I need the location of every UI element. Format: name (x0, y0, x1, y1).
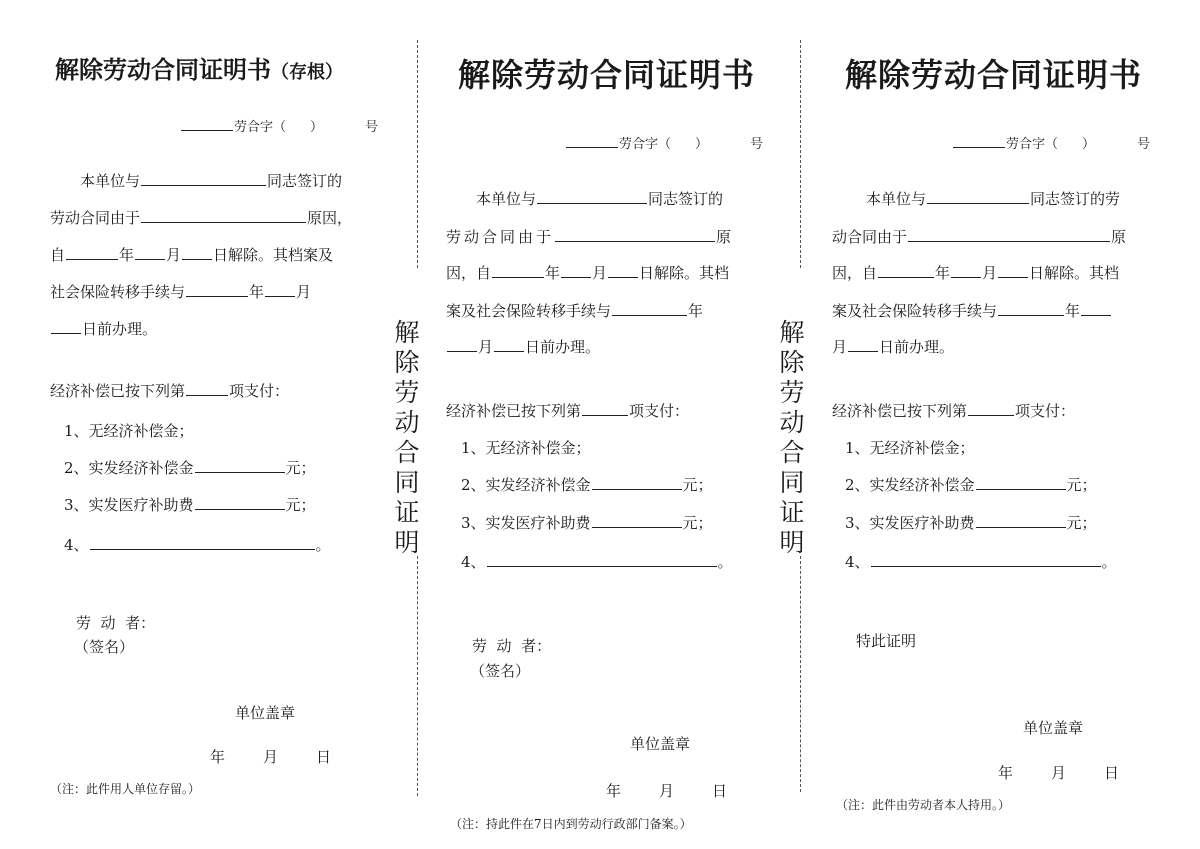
divider-label-char: 解 (394, 318, 420, 347)
reason-blank[interactable] (908, 226, 1110, 242)
middle-item-1: 1、无经济补偿金； (461, 439, 591, 457)
middle-item-3 (461, 512, 713, 533)
text: 月 (982, 264, 998, 282)
text: 3、实发医疗补助费 (64, 496, 194, 514)
stub-p4 (50, 281, 311, 302)
amount-blank[interactable] (976, 474, 1066, 490)
month-blank[interactable] (265, 281, 295, 297)
right-p5 (832, 336, 954, 357)
text: 3、实发医疗补助费 (461, 514, 591, 532)
stub-p3 (50, 244, 333, 265)
text: 。 (315, 536, 331, 554)
text: 因，自 (832, 264, 878, 282)
text: 项支付： (1015, 402, 1076, 420)
divider-label-char: 除 (779, 348, 805, 377)
divider-label-char: 合 (394, 438, 420, 467)
text: 月 (659, 782, 675, 800)
text: 4、 (64, 536, 89, 554)
name-blank[interactable] (537, 188, 647, 204)
middle-note: （注：持此件在7日内到劳动行政部门备案。） (450, 817, 692, 831)
right-item-2 (845, 474, 1097, 495)
text: 劳合字（ (619, 137, 672, 152)
text: 劳动合同由于 (446, 228, 555, 246)
right-seal: 单位盖章 (1023, 719, 1084, 737)
text: 案及社会保险转移手续与 (832, 302, 998, 320)
stub-p2 (50, 207, 352, 228)
item-blank[interactable] (582, 400, 628, 416)
ref-blank[interactable] (181, 117, 233, 131)
day-blank[interactable] (998, 262, 1028, 278)
text: 月 (478, 338, 494, 356)
text: 元； (682, 476, 713, 494)
text: 日前办理。 (82, 320, 158, 338)
name-blank[interactable] (927, 188, 1029, 204)
right-p4 (832, 300, 1112, 321)
right-p1 (866, 188, 1120, 209)
divider-label-char: 证 (779, 498, 805, 527)
name-blank[interactable] (141, 170, 266, 186)
month-blank[interactable] (561, 262, 591, 278)
text: 月 (166, 246, 182, 264)
divider-label-char: 证 (394, 498, 420, 527)
month-blank[interactable] (135, 244, 165, 260)
text: 2、实发经济补偿金 (845, 476, 975, 494)
year-blank[interactable] (66, 244, 118, 260)
middle-worker-label: 劳 动 者： (472, 637, 552, 655)
divider-label-char: 同 (779, 468, 805, 497)
text: 同志签订的劳 (1030, 190, 1121, 208)
text: 月 (1051, 764, 1067, 782)
reason-blank[interactable] (141, 207, 306, 223)
ref-number-blank[interactable] (1059, 135, 1081, 148)
middle-p5 (446, 336, 600, 357)
text: 日解除。其档案及 (213, 246, 334, 264)
day-blank[interactable] (494, 336, 524, 352)
amount-blank[interactable] (195, 457, 285, 473)
right-note: （注：此件由劳动者本人持用。） (836, 798, 1011, 812)
middle-date (606, 780, 727, 801)
middle-p3 (446, 262, 729, 283)
text: 日 (712, 782, 728, 800)
stub-title (55, 50, 343, 85)
amount-blank[interactable] (592, 512, 682, 528)
right-item-4 (845, 551, 1117, 572)
right-item-1: 1、无经济补偿金； (845, 439, 975, 457)
ref-blank[interactable] (566, 134, 618, 148)
text: 劳合字（ (1006, 137, 1059, 152)
text: 月 (296, 283, 312, 301)
middle-p4 (446, 300, 703, 321)
text: 原因， (307, 209, 353, 227)
text: 年 (606, 782, 622, 800)
text: 号 (750, 137, 764, 152)
ref-number-blank[interactable] (287, 118, 309, 131)
text: 年 (688, 302, 704, 320)
ref-word: 劳合字（ (234, 120, 287, 135)
text: 元； (285, 459, 316, 477)
day-blank[interactable] (848, 336, 878, 352)
month-blank[interactable] (1081, 300, 1111, 316)
text: 2、实发经济补偿金 (64, 459, 194, 477)
text: 月 (832, 338, 848, 356)
text: 同志签订的 (267, 172, 343, 190)
divider-label-char: 同 (394, 468, 420, 497)
day-blank[interactable] (51, 318, 81, 334)
middle-compensation (446, 400, 689, 421)
text: 同志签订的 (648, 190, 724, 208)
right-date (998, 762, 1119, 783)
text: 2、实发经济补偿金 (461, 476, 591, 494)
text: 年 (545, 264, 561, 282)
text: 元； (285, 496, 316, 514)
divider-label-char: 劳 (394, 378, 420, 407)
text: ） (1082, 137, 1096, 152)
text: 本单位与 (866, 190, 927, 208)
text: 。 (717, 553, 733, 571)
text: 经济补偿已按下列第 (832, 402, 968, 420)
text: 年 (119, 246, 135, 264)
text: 日解除。其档 (639, 264, 730, 282)
divider-label-char: 除 (394, 348, 420, 377)
stub-item-1: 1、无经济补偿金； (64, 422, 194, 440)
text: 日前办理。 (879, 338, 955, 356)
divider-label-char: 合 (779, 438, 805, 467)
text: 经济补偿已按下列第 (50, 382, 186, 400)
ref-blank[interactable] (953, 134, 1005, 148)
middle-sign-label: （签名） (470, 662, 531, 680)
divider-label-char: 动 (779, 408, 805, 437)
text: 项支付： (229, 382, 290, 400)
text: 动合同由于 (832, 228, 908, 246)
amount-blank[interactable] (195, 494, 285, 510)
divider-label-char: 劳 (779, 378, 805, 407)
year-blank[interactable] (612, 300, 687, 316)
text: 项支付： (629, 402, 690, 420)
stub-compensation (50, 380, 289, 401)
stub-ref-line (180, 116, 378, 135)
text: 日 (1104, 764, 1120, 782)
ref-close: ） (310, 120, 324, 135)
divider-label-char: 明 (779, 528, 805, 557)
right-compensation (832, 400, 1075, 421)
item-blank[interactable] (186, 380, 228, 396)
divider-label-1 (392, 318, 422, 558)
other-blank[interactable] (90, 534, 315, 550)
day-blank[interactable] (608, 262, 638, 278)
perforation-line (800, 556, 801, 792)
text: 年 (998, 764, 1014, 782)
amount-blank[interactable] (592, 474, 682, 490)
stub-p1 (80, 170, 342, 191)
text: 年 (210, 748, 226, 766)
other-blank[interactable] (871, 551, 1101, 567)
perforation-line (800, 40, 801, 268)
text: 劳动合同由于 (50, 209, 141, 227)
stub-item-3 (64, 494, 316, 515)
text: 4、 (845, 553, 870, 571)
text: 社会保险转移手续与 (50, 283, 186, 301)
text: 元； (682, 514, 713, 532)
divider-label-char: 动 (394, 408, 420, 437)
text: 本单位与 (476, 190, 537, 208)
stub-title-text: 解除劳动合同证明书 (55, 56, 271, 84)
middle-item-2 (461, 474, 713, 495)
right-item-3 (845, 512, 1097, 533)
text: 日前办理。 (525, 338, 601, 356)
stub-note: （注：此件用人单位存留。） (50, 782, 201, 796)
stub-p5 (50, 318, 157, 339)
text: 年 (935, 264, 951, 282)
ref-number-blank[interactable] (672, 135, 694, 148)
ref-no: 号 (365, 120, 379, 135)
middle-p2 (446, 226, 734, 247)
year-blank[interactable] (998, 300, 1064, 316)
year-blank[interactable] (878, 262, 934, 278)
amount-blank[interactable] (976, 512, 1066, 528)
text: 原 (1111, 228, 1127, 246)
text: 日解除。其档 (1029, 264, 1120, 282)
text: 年 (1065, 302, 1081, 320)
text: 经济补偿已按下列第 (446, 402, 582, 420)
text: 原 (716, 228, 735, 246)
divider-label-char: 解 (779, 318, 805, 347)
stub-worker-label: 劳 动 者： (76, 614, 156, 632)
month-blank[interactable] (951, 262, 981, 278)
text: 本单位与 (80, 172, 141, 190)
middle-ref-line (565, 133, 763, 152)
reason-blank[interactable] (555, 226, 715, 242)
text: 3、实发医疗补助费 (845, 514, 975, 532)
perforation-line (417, 556, 418, 796)
text: 因，自 (446, 264, 492, 282)
stub-seal: 单位盖章 (235, 704, 296, 722)
stub-sign-label: （签名） (74, 638, 135, 656)
text: 日 (316, 748, 332, 766)
divider-label-char: 明 (394, 528, 420, 557)
right-p3 (832, 262, 1119, 283)
text: 元； (1066, 476, 1097, 494)
text: ） (695, 137, 709, 152)
text: 号 (1137, 137, 1151, 152)
text: 月 (592, 264, 608, 282)
stub-date (210, 746, 331, 767)
other-blank[interactable] (487, 551, 717, 567)
text: 元； (1066, 514, 1097, 532)
text: 。 (1101, 553, 1117, 571)
middle-title: 解除劳动合同证明书 (458, 56, 756, 94)
text: 案及社会保险转移手续与 (446, 302, 612, 320)
right-ref-line (952, 133, 1150, 152)
middle-p1 (476, 188, 723, 209)
month-blank[interactable] (447, 336, 477, 352)
right-certify: 特此证明 (856, 632, 917, 650)
day-blank[interactable] (182, 244, 212, 260)
text: 年 (249, 283, 265, 301)
stub-item-4 (64, 534, 331, 555)
perforation-line (417, 40, 418, 268)
right-p2 (832, 226, 1126, 247)
item-blank[interactable] (968, 400, 1014, 416)
divider-label-2 (777, 318, 807, 558)
stub-item-2 (64, 457, 316, 478)
right-title: 解除劳动合同证明书 (845, 56, 1143, 94)
text: 4、 (461, 553, 486, 571)
year-blank[interactable] (186, 281, 248, 297)
text: 月 (263, 748, 279, 766)
middle-item-4 (461, 551, 733, 572)
stub-title-suffix: （存根） (271, 62, 343, 83)
text: 自 (50, 246, 66, 264)
year-blank[interactable] (492, 262, 544, 278)
middle-seal: 单位盖章 (630, 735, 691, 753)
